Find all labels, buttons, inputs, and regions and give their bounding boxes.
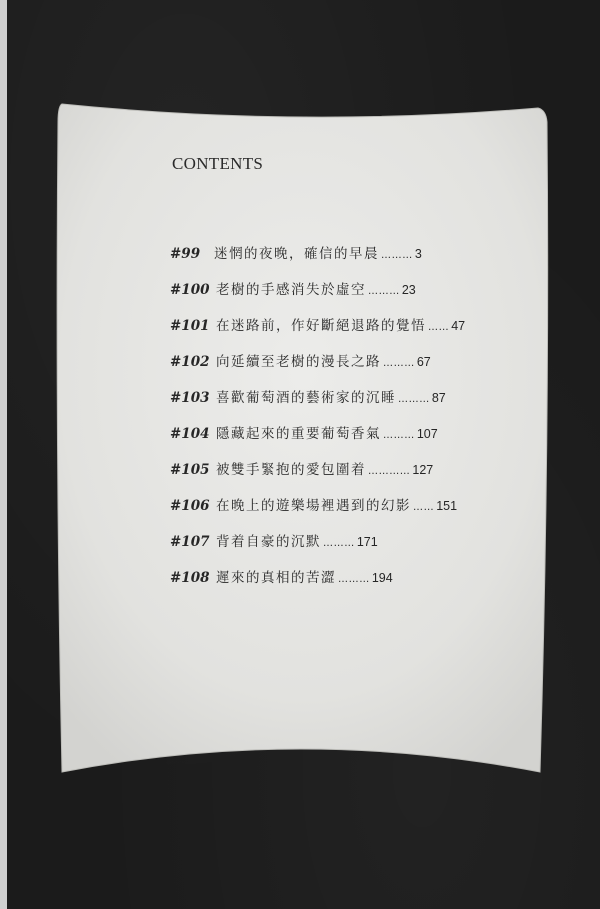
chapter-number: #101 [170,318,210,334]
page-number: 194 [371,571,393,585]
chapter-title: 背着自豪的沉默 [216,534,321,550]
chapter-number: #105 [170,462,210,478]
toc-entry [170,458,433,482]
chapter-number: #102 [170,354,210,370]
page-number: 47 [451,319,466,333]
chapter-title: 迷惘的夜晚，確信的早晨 [214,246,379,262]
toc-entry [170,422,438,446]
toc-entry [170,278,416,302]
chapter-number: #106 [170,498,210,514]
leader-dots: ……… [398,394,430,405]
chapter-number: #107 [170,534,210,550]
page-number: 171 [356,535,378,549]
toc-entry [170,386,446,410]
page-number: 127 [412,463,434,477]
leader-dots: ……… [338,574,370,585]
toc-entry [170,530,378,554]
page-number: 87 [431,391,446,405]
leader-dots: ……… [381,250,413,261]
chapter-number: #99 [170,246,201,262]
chapter-number: #104 [170,426,210,442]
leader-dots: …… [413,502,435,513]
contents-heading: CONTENTS [172,154,264,173]
leader-dots: …… [428,322,450,333]
chapter-title: 老樹的手感消失於虛空 [216,282,366,298]
leader-dots: ……… [383,358,415,369]
toc-entry [170,566,393,590]
chapter-number: #108 [170,570,210,586]
toc-entry [170,494,457,518]
page-number: 151 [436,499,458,513]
chapter-title: 喜歡葡萄酒的藝術家的沉睡 [216,390,396,406]
leader-dots: ……… [368,286,400,297]
page-number: 23 [401,283,416,297]
leader-dots: ……… [323,538,355,549]
leader-dots: ………… [368,466,411,477]
chapter-number: #100 [170,282,210,298]
page-number: 67 [416,355,431,369]
page-number: 107 [416,427,438,441]
chapter-number: #103 [170,390,210,406]
toc-entry [170,314,465,338]
leader-dots: ……… [383,430,415,441]
page-number: 3 [414,247,422,261]
toc-entry [170,242,422,266]
chapter-title: 隱藏起來的重要葡萄香氣 [216,426,381,442]
chapter-title: 在迷路前，作好斷絕退路的覺悟 [216,318,426,334]
chapter-title: 在晚上的遊樂場裡遇到的幻影 [216,498,411,514]
chapter-title: 遲來的真相的苦澀 [216,570,336,586]
toc-entry [170,350,431,374]
chapter-title: 向延續至老樹的漫長之路 [216,354,381,370]
chapter-title: 被雙手緊抱的愛包圍着 [216,462,366,478]
